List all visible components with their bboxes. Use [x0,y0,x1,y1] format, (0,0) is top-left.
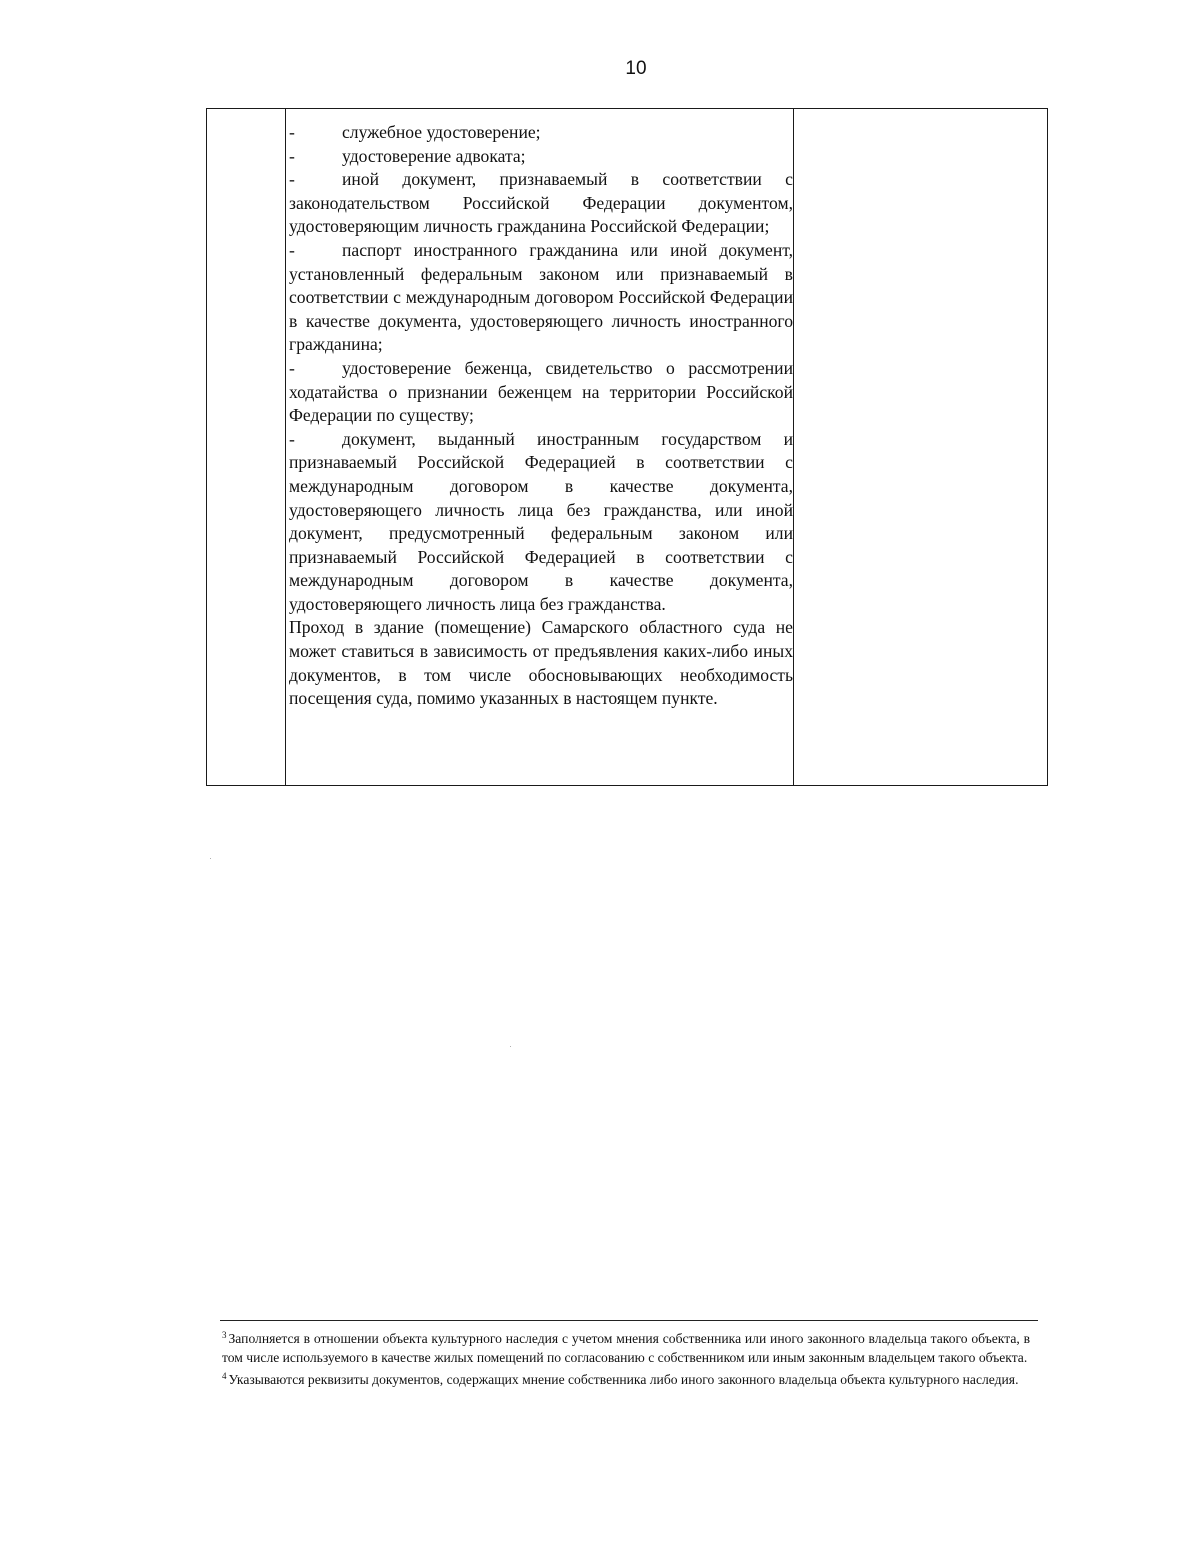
list-item [289,239,793,357]
list-item-text: иной документ, признаваемый в соответствии с законодательством Российской Федерации документом, удостоверяющим личность гражданина Российской Федерации; [289,169,793,237]
scan-speck [510,1046,511,1047]
list-dash: - [289,169,295,190]
list-item [289,357,793,428]
list-item [289,121,793,145]
list-dash: - [289,357,295,378]
table-column-divider-left [285,109,286,785]
list-dash: - [289,122,295,142]
list-dash: - [289,239,295,260]
footnote [222,1367,1030,1389]
footnote-text: Указываются реквизиты документов, содержащих мнение собственника либо иного законного владельца объекта культурного наследия. [228,1372,1019,1387]
list-item [289,428,793,617]
footnote-mark: 4 [222,1371,227,1381]
footnote-text: Заполняется в отношении объекта культурного наследия с учетом мнения собственника или иного законного владельца такого объекта, в том числе используемого в качестве жилых помещений по согласованию с собственником или иным законным владельцем такого объекта. [222,1331,1030,1365]
list-item-text: служебное удостоверение; [342,122,541,142]
footnote-mark: 3 [222,1330,227,1340]
footnote [222,1326,1030,1367]
list-dash: - [289,145,295,166]
scan-speck [210,858,211,859]
list-dash: - [289,428,295,449]
document-table [206,108,1048,786]
list-item-text: документ, выданный иностранным государством и признаваемый Российской Федерацией в соответствии с международным договором в качестве документа, удостоверяющего личность лица без гражданства, или иной документ, предусмотренный федеральным законом или признаваемый Российской Федерацией в соответствии с международным договором в качестве документа, удостоверяющего личность лица без гражданства. [289,428,793,614]
list-item-text: паспорт иностранного гражданина или иной документ, установленный федеральным законом или признаваемый в соответствии с международным договором Российской Федерации в качестве документа, удостоверяющего личность иностранного гражданина; [289,239,793,355]
page-number: 10 [625,58,647,79]
closing-paragraph: Проход в здание (помещение) Самарского областного суда не может ставиться в зависимость от предъявления каких-либо иных документов, в том числе обосновывающих необходимость посещения суда, помимо указанных в настоящем пункте. [289,617,793,709]
list-item-text: удостоверение беженца, свидетельство о рассмотрении ходатайства о признании беженцем на территории Российской Федерации по существу; [289,357,793,426]
table-column-divider-right [793,109,794,785]
footnote-separator [220,1320,1038,1321]
list-item [289,168,793,239]
list-item [289,145,793,169]
list-item-text: удостоверение адвоката; [342,145,526,166]
footnotes [222,1326,1030,1389]
table-cell-content [289,121,793,711]
